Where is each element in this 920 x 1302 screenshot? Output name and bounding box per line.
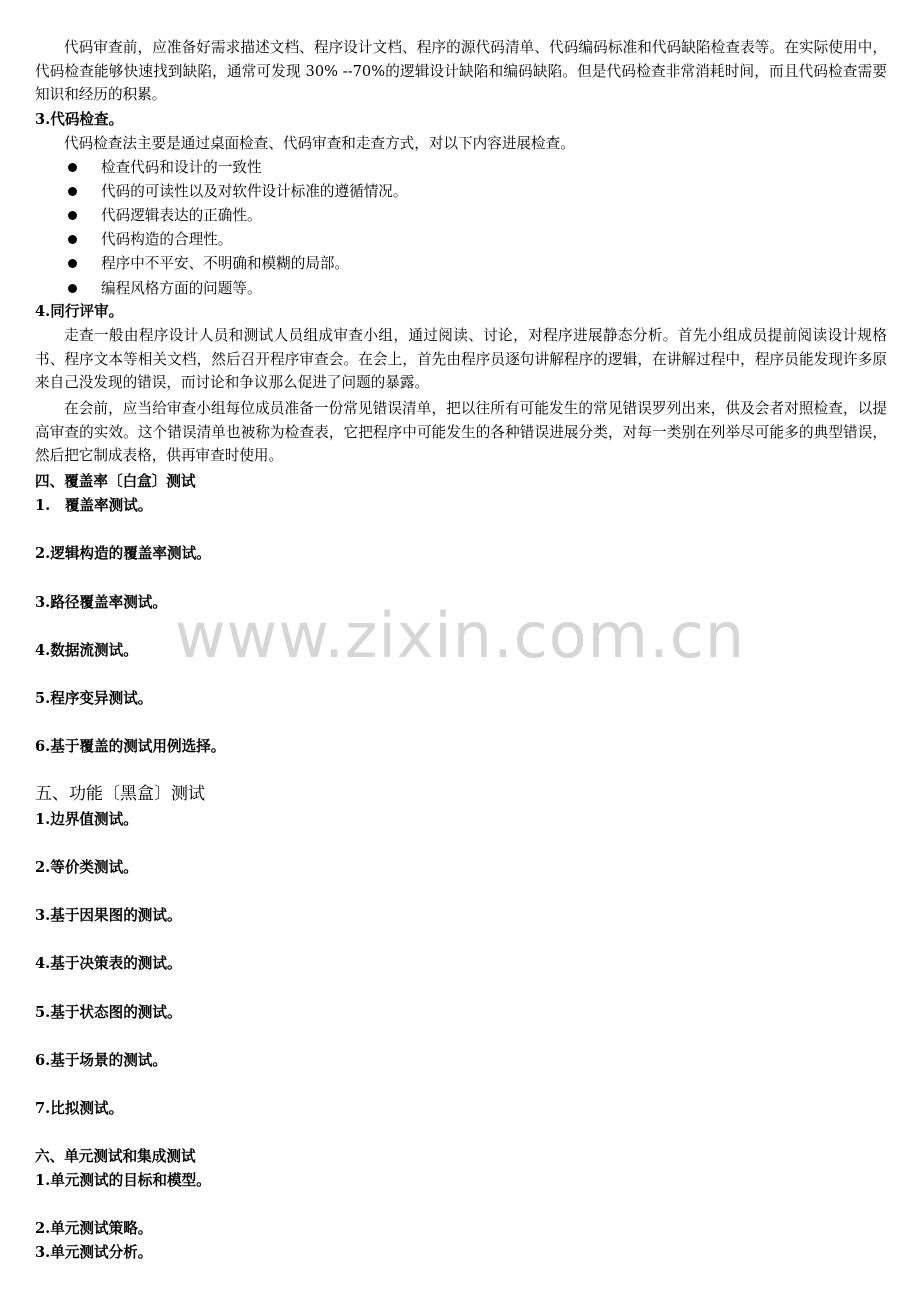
section-item: 3.路径覆盖率测试。 — [35, 594, 167, 611]
section-title-unit-integration: 六、单元测试和集成测试 — [35, 1148, 196, 1165]
bullet-dot-icon — [68, 187, 77, 196]
section-title-black-box: 五、功能〔黑盒〕测试 — [35, 784, 205, 804]
section-item: 2.等价类测试。 — [35, 859, 138, 876]
paragraph-code-inspection-method: 代码检查法主要是通过桌面检查、代码审查和走查方式，对以下内容进展检查。 — [64, 135, 575, 152]
bullet-dot-icon — [68, 235, 77, 244]
section-item: 3.单元测试分析。 — [35, 1244, 153, 1261]
bullet-dot-icon — [68, 284, 77, 293]
section-item: 1.边界值测试。 — [35, 811, 138, 828]
section-item: 6.基于场景的测试。 — [35, 1052, 167, 1069]
paragraph-code-review-prep: 代码审查前，应准备好需求描述文档、程序设计文档、程序的源代码清单、代码编码标准和代码缺陷检查表等。在实际使用中，代码检查能够快速找到缺陷，通常可发现 30% --70%的逻辑设计缺陷和编码缺陷。但是代码检查非常消耗时间，而且代码检查需要知识和经历的积累。 — [35, 39, 887, 103]
section-item: 1.单元测试的目标和模型。 — [35, 1172, 211, 1189]
paragraph-checklist: 在会前，应当给审查小组每位成员准备一份常见错误清单，把以往所有可能发生的常见错误罗列出来，供及会者对照检查，以提高审查的实效。这个错误清单也被称为检查表，它把程序中可能发生的各种错误进展分类，对每一类别在列举尽可能多的典型错误，然后把它制成表格，供再审查时使用。 — [35, 400, 887, 464]
watermark: www.zixin.com.cn — [174, 599, 746, 672]
section-item: 5.基于状态图的测试。 — [35, 1004, 182, 1021]
section-item: 3.基于因果图的测试。 — [35, 907, 182, 924]
heading-code-inspection: 3.代码检查。 — [35, 111, 124, 128]
document-page: www.zixin.com.cn 代码审查前，应准备好需求描述文档、程序设计文档、程序的源代码清单、代码编码标准和代码缺陷检查表等。在实际使用中，代码检查能够快速找到缺陷，通常可发现 30% --70%的逻辑设计缺陷和编码缺陷。但是代码检查非常消耗时间，而且代码检查需要知识和经历的积累。 3.代码检查。 代码检查法主要是通过桌面检查、代码审查和走查方式，对以下内容进展检查。 检查代码和设计的一致性 代码的可读性以及对软件设计标准的遵循情况。 代码逻辑表达的正确性。 代码构造的合理性。 程序中不平安、不明确和模糊的局部。 编程风格方面的问题等。 4.同行评审。 走查一般由程序设计人员和测试人员组成审查小组，通过阅读、讨论，对程序进展静态分析。首先小组成员提前阅读设计规格书、程序文本等相关文档，然后召开程序审查会。在会上，首先由程序员逐句讲解程序的逻辑，在讲解过程中，程序员能发现许多原来自己没发现的错误，而讨论和争议那么促进了问题的暴露。 在会前，应当给审查小组每位成员准备一份常见错误清单，把以往所有可能发生的常见错误罗列出来，供及会者对照检查，以提高审查的实效。这个错误清单也被称为检查表，它把程序中可能发生的各种错误进展分类，对每一类别在列举尽可能多的典型错误，然后把它制成表格，供再审查时使用。 四、覆盖率〔白盒〕测试 1. 覆盖率测试。 2.逻辑构造的覆盖率测试。 3.路径覆盖率测试。 4.数据流测试。 5.程序变异测试。 6.基于覆盖的测试用例选择。 五、功能〔黑盒〕测试 1.边界值测试。 2.等价类测试。 3.基于因果图的测试。 4.基于决策表的测试。 5.基于状态图的测试。 6.基于场景的测试。 7.比拟测试。 六、单元测试和集成测试 1.单元测试的目标和模型。 2.单元测试策略。 3.单元测试分析。 — [0, 0, 920, 1302]
section-item: 2.逻辑构造的覆盖率测试。 — [35, 545, 211, 562]
paragraph-walkthrough: 走查一般由程序设计人员和测试人员组成审查小组，通过阅读、讨论，对程序进展静态分析。首先小组成员提前阅读设计规格书、程序文本等相关文档，然后召开程序审查会。在会上，首先由程序员逐句讲解程序的逻辑，在讲解过程中，程序员能发现许多原来自己没发现的错误，而讨论和争议那么促进了问题的暴露。 — [35, 327, 887, 391]
heading-peer-review: 4.同行评审。 — [35, 303, 124, 320]
bullet-dot-icon — [68, 163, 77, 172]
bullet-dot-icon — [68, 259, 77, 268]
section-title-white-box: 四、覆盖率〔白盒〕测试 — [35, 473, 196, 490]
section-item: 7.比拟测试。 — [35, 1100, 124, 1117]
section-item: 4.数据流测试。 — [35, 642, 138, 659]
section-item: 5.程序变异测试。 — [35, 690, 153, 707]
section-item: 1. 覆盖率测试。 — [35, 497, 153, 514]
section-item: 6.基于覆盖的测试用例选择。 — [35, 738, 226, 755]
section-item: 2.单元测试策略。 — [35, 1220, 153, 1237]
bullet-dot-icon — [68, 211, 77, 220]
section-item: 4.基于决策表的测试。 — [35, 955, 182, 972]
